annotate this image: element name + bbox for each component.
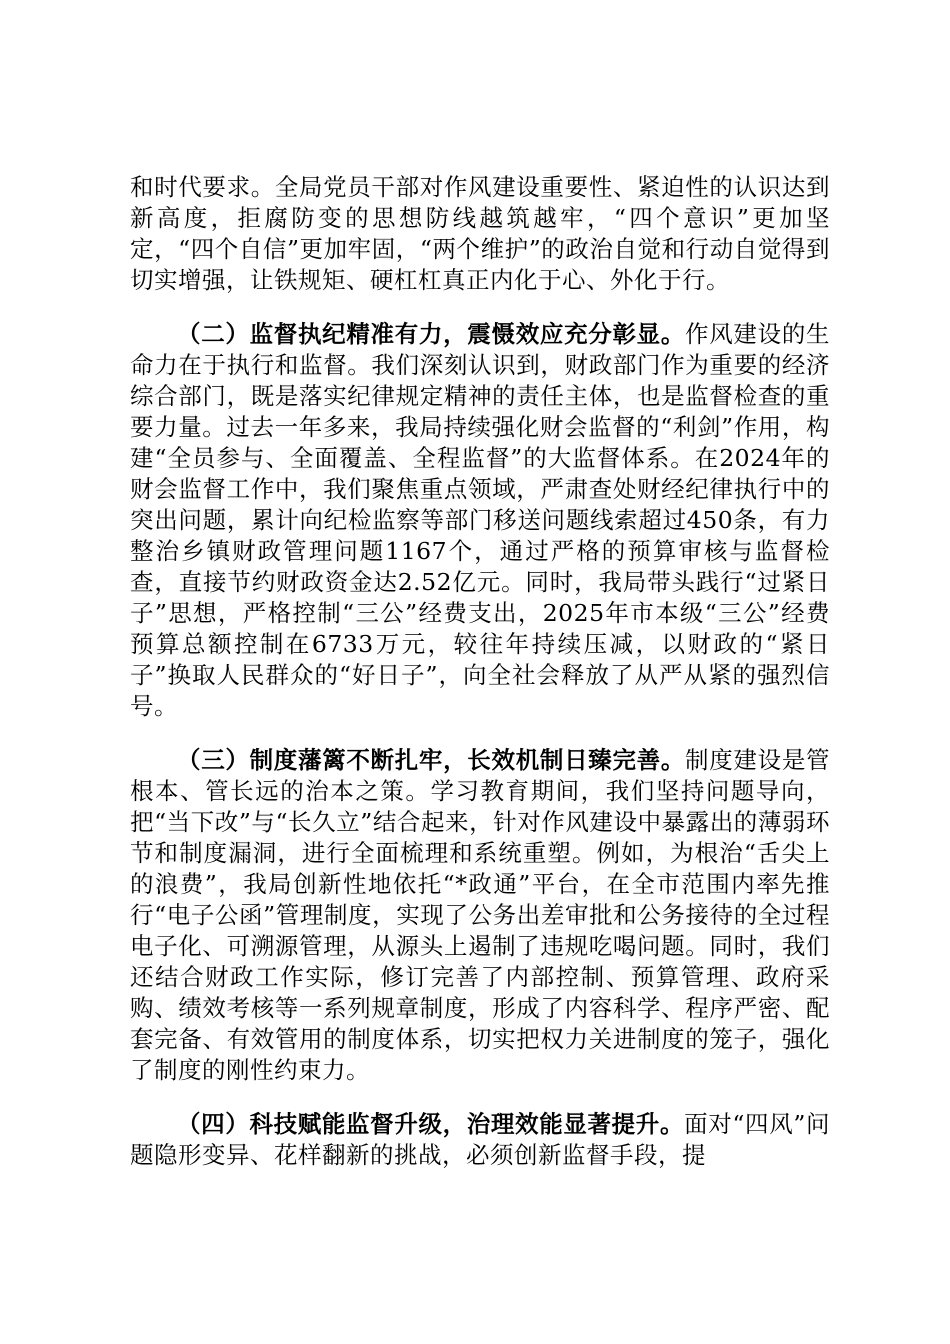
paragraph-3 (130, 745, 830, 1086)
paragraph-3-text: 制度建设是管根本、管长远的治本之策。学习教育期间，我们坚持问题导向，把“当下改”与“长久立”结合起来，针对作风建设中暴露出的薄弱环节和制度漏洞，进行全面梳理和系统重塑。例如，为根治“舌尖上的浪费”，我局创新性地依托“*政通”平台，在全市范围内率先推行“电子公函”管理制度，实现了公务出差审批和公务接待的全过程电子化、可溯源管理，从源头上遏制了违规吃喝问题。同时，我们还结合财政工作实际，修订完善了内部控制、预算管理、政府采购、绩效考核等一系列规章制度，形成了内容科学、程序严密、配套完备、有效管用的制度体系，切实把权力关进制度的笼子，强化了制度的刚性约束力。 (130, 746, 831, 1084)
paragraph-1-text: 和时代要求。全局党员干部对作风建设重要性、紧迫性的认识达到新高度，拒腐防变的思想防线越筑越牢，“四个意识”更加坚定，“四个自信”更加牢固，“两个维护”的政治自觉和行动自觉得到切实增强，让铁规矩、硬杠杠真正内化于心、外化于行。 (130, 173, 830, 294)
section-heading-3: （三）制度藩篱不断扎牢，长效机制日臻完善。 (177, 746, 686, 774)
paragraph-4-text: 面对“四风”问题隐形变异、花样翻新的挑战，必须创新监督手段，提 (130, 1110, 831, 1169)
paragraph-2 (130, 319, 830, 722)
paragraph-2-text: 作风建设的生命力在于执行和监督。我们深刻认识到，财政部门作为重要的经济综合部门，既是落实纪律规定精神的责任主体，也是监督检查的重要力量。过去一年多来，我局持续强化财会监督的“利剑”作用，构建“全员参与、全面覆盖、全程监督”的大监督体系。在2024年的财会监督工作中，我们聚焦重点领域，严肃查处财经纪律执行中的突出问题，累计向纪检监察等部门移送问题线索超过450条，有力整治乡镇财政管理问题1167个，通过严格的预算审核与监督检查，直接节约财政资金达2.52亿元。同时，我局带头践行“过紧日子”思想，严格控制“三公”经费支出，2025年市本级“三公”经费预算总额控制在6733万元，较往年持续压减，以财政的“紧日子”换取人民群众的“好日子”，向全社会释放了从严从紧的强烈信号。 (130, 320, 831, 720)
section-heading-2: （二）监督执纪精准有力，震慑效应充分彰显。 (177, 320, 686, 348)
section-heading-4: （四）科技赋能监督升级，治理效能显著提升。 (177, 1110, 685, 1138)
paragraph-4 (130, 1109, 830, 1171)
document-page (130, 172, 830, 1194)
paragraph-1 (130, 172, 830, 296)
